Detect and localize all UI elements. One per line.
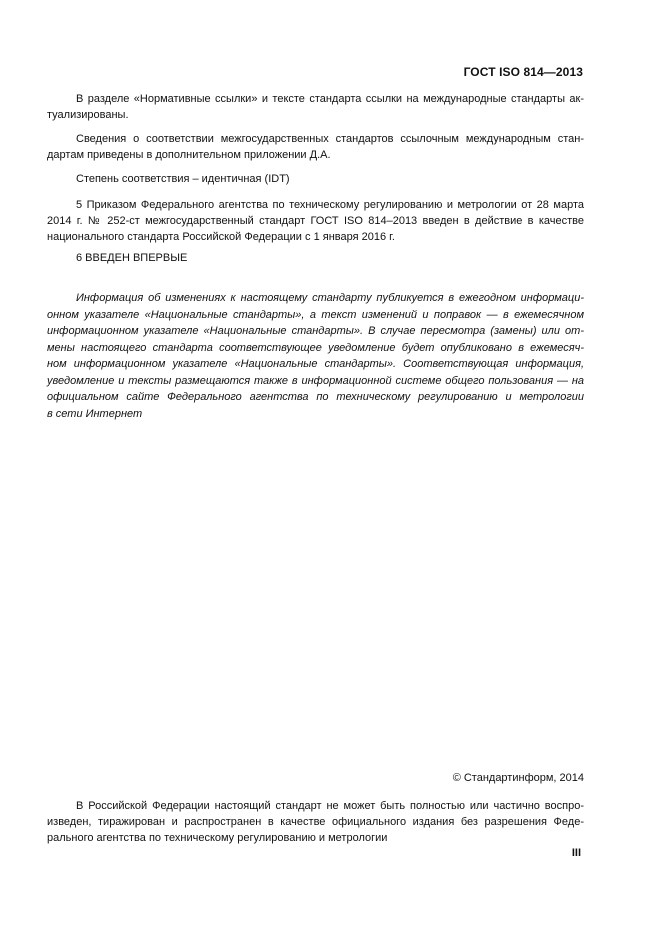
page-number: III xyxy=(571,847,581,859)
paragraph-line: изведен, тиражирован и распространен в качестве официального издания без разрешения Феде- xyxy=(47,816,584,828)
paragraph-line: В разделе «Нормативные ссылки» и тексте стандарта ссылки на международные стандарты ак- xyxy=(76,93,584,105)
paragraph-line: ном информационном указателе «Национальные стандарты». Соответствующая информация, xyxy=(47,358,584,370)
paragraph-line: дартам приведены в дополнительном приложении Д.А. xyxy=(47,149,331,161)
paragraph-line: мены настоящего стандарта соответствующее уведомление будет опубликовано в ежемесяч- xyxy=(47,341,584,354)
item-5-paragraph xyxy=(47,197,584,245)
paragraph-line: онном указателе «Национальные стандарты», а текст изменений и поправок — в ежемесячном xyxy=(47,308,584,321)
correspondence-info-paragraph xyxy=(47,131,584,163)
document-number: ГОСТ ISO 814—2013 xyxy=(463,65,583,79)
paragraph-line: официальном сайте Федерального агентства по техническому регулированию и метрологии xyxy=(47,391,584,403)
paragraph-line: национального стандарта Российской Федерации с 1 января 2016 г. xyxy=(47,231,395,243)
paragraph-line: 6 ВВЕДЕН ВПЕРВЫЕ xyxy=(76,252,188,264)
paragraph-line: 5 Приказом Федерального агентства по техническому регулированию и метрологии от 28 марта xyxy=(76,199,584,211)
references-note-paragraph xyxy=(47,91,584,123)
paragraph-line: рального агентства по техническому регулированию и метрологии xyxy=(47,832,388,844)
paragraph-line: 2014 г. № 252-ст межгосударственный стандарт ГОСТ ISO 814–2013 введен в действие в качестве xyxy=(47,215,584,227)
paragraph-line: Сведения о соответствии межгосударственных стандартов ссылочным международным стан- xyxy=(76,133,584,145)
item-6-paragraph xyxy=(47,250,584,266)
paragraph-line: информационном указателе «Национальные стандарты». В случае пересмотра (замены) или от- xyxy=(47,325,584,337)
paragraph-line: Информация об изменениях к настоящему стандарту публикуется в ежегодном информаци- xyxy=(76,292,584,304)
paragraph-line: в сети Интернет xyxy=(47,407,143,420)
paragraph-line: В Российской Федерации настоящий стандарт не может быть полностью или частично воспро- xyxy=(76,800,584,812)
copyright-notice: © Стандартинформ, 2014 xyxy=(452,772,584,784)
changes-notice-paragraph xyxy=(47,290,584,422)
conformity-degree-paragraph xyxy=(47,171,584,187)
paragraph-line: туализированы. xyxy=(47,109,129,121)
paragraph-line: Степень соответствия – идентичная (IDT) xyxy=(76,173,290,185)
paragraph-line: уведомление и тексты размещаются также в информационной системе общего пользования — на xyxy=(47,374,584,387)
reproduction-notice-paragraph xyxy=(47,798,584,846)
